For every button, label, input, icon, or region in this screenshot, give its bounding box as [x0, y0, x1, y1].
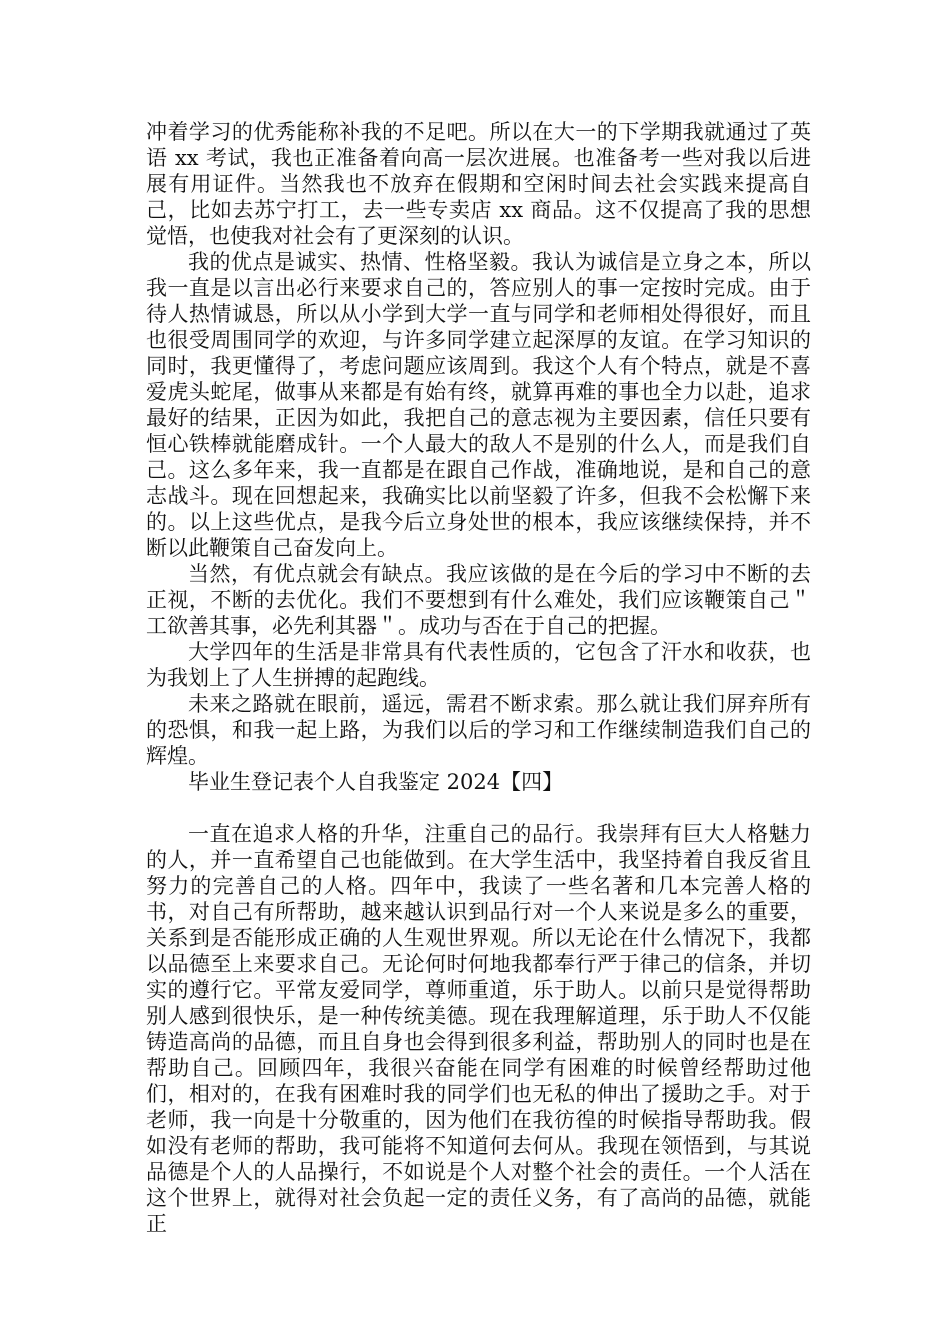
paragraph-weaknesses: 当然，有优点就会有缺点。我应该做的是在今后的学习中不断的去正视，不断的去优化。我们不要想到有什么难处，我们应该鞭策自己＂工欲善其事，必先利其器＂。成功与否在于自己的把握。 — [146, 562, 811, 638]
paragraph-character: 一直在追求人格的升华，注重自己的品行。我崇拜有巨大人格魅力的人，并一直希望自己也能做到。在大学生活中，我坚持着自我反省且努力的完善自己的人格。四年中，我读了一些名著和几本完善人格的书，对自己有所帮助，越来越认识到品行对一个人来说是多么的重要，关系到是否能形成正确的人生观世界观。所以无论在什么情况下，我都以品德至上来要求自己。无论何时何地我都奉行严于律己的信条，并切实的遵行它。平常友爱同学，尊师重道，乐于助人。以前只是觉得帮助别人感到很快乐，是一种传统美德。现在我理解道理，乐于助人不仅能铸造高尚的品德，而且自身也会得到很多利益，帮助别人的同时也是在帮助自己。回顾四年，我很兴奋能在同学有困难的时候曾经帮助过他们，相对的，在我有困难时我的同学们也无私的伸出了援助之手。对于老师，我一向是十分敬重的，因为他们在我彷徨的时候指导帮助我。假如没有老师的帮助，我可能将不知道何去何从。我现在领悟到，与其说品德是个人的人品操行，不如说是个人对整个社会的责任。一个人活在这个世界上，就得对社会负起一定的责任义务，有了高尚的品德，就能正 — [146, 822, 811, 1236]
paragraph-university-life: 大学四年的生活是非常具有代表性质的，它包含了汗水和收获，也为我划上了人生拼搏的起跑线。 — [146, 640, 811, 690]
paragraph-continued: 冲着学习的优秀能称补我的不足吧。所以在大一的下学期我就通过了英语 xx 考试，我也正准备着向高一层次进展。也准备考一些对我以后进展有用证件。当然我也不放弃在假期和空闲时间去社会实践来提高自己，比如去苏宁打工，去一些专卖店 xx 商品。这不仅提高了我的思想觉悟，也使我对社会有了更深刻的认识。 — [146, 120, 811, 248]
document-body — [146, 119, 811, 1237]
section-heading: 毕业生登记表个人自我鉴定 2024【四】 — [188, 770, 564, 794]
paragraph-strengths: 我的优点是诚实、热情、性格坚毅。我认为诚信是立身之本，所以我一直是以言出必行来要求自己的，答应别人的事一定按时完成。由于待人热情诚恳，所以从小学到大学一直与同学和老师相处得很好，而且也很受周围同学的欢迎，与许多同学建立起深厚的友谊。在学习知识的同时，我更懂得了，考虑问题应该周到。我这个人有个特点，就是不喜爱虎头蛇尾，做事从来都是有始有终，就算再难的事也全力以赴，追求最好的结果，正因为如此，我把自己的意志视为主要因素，信任只要有恒心铁棒就能磨成针。一个人最大的敌人不是别的什么人，而是我们自己。这么多年来，我一直都是在跟自己作战，准确地说，是和自己的意志战斗。现在回想起来，我确实比以前坚毅了许多，但我不会松懈下来的。以上这些优点，是我今后立身处世的根本，我应该继续保持，并不断以此鞭策自己奋发向上。 — [146, 250, 811, 560]
paragraph-future: 未来之路就在眼前，遥远，需君不断求索。那么就让我们屏弃所有的恐惧，和我一起上路，为我们以后的学习和工作继续制造我们自己的辉煌。 — [146, 692, 811, 768]
blank-line — [146, 795, 811, 821]
